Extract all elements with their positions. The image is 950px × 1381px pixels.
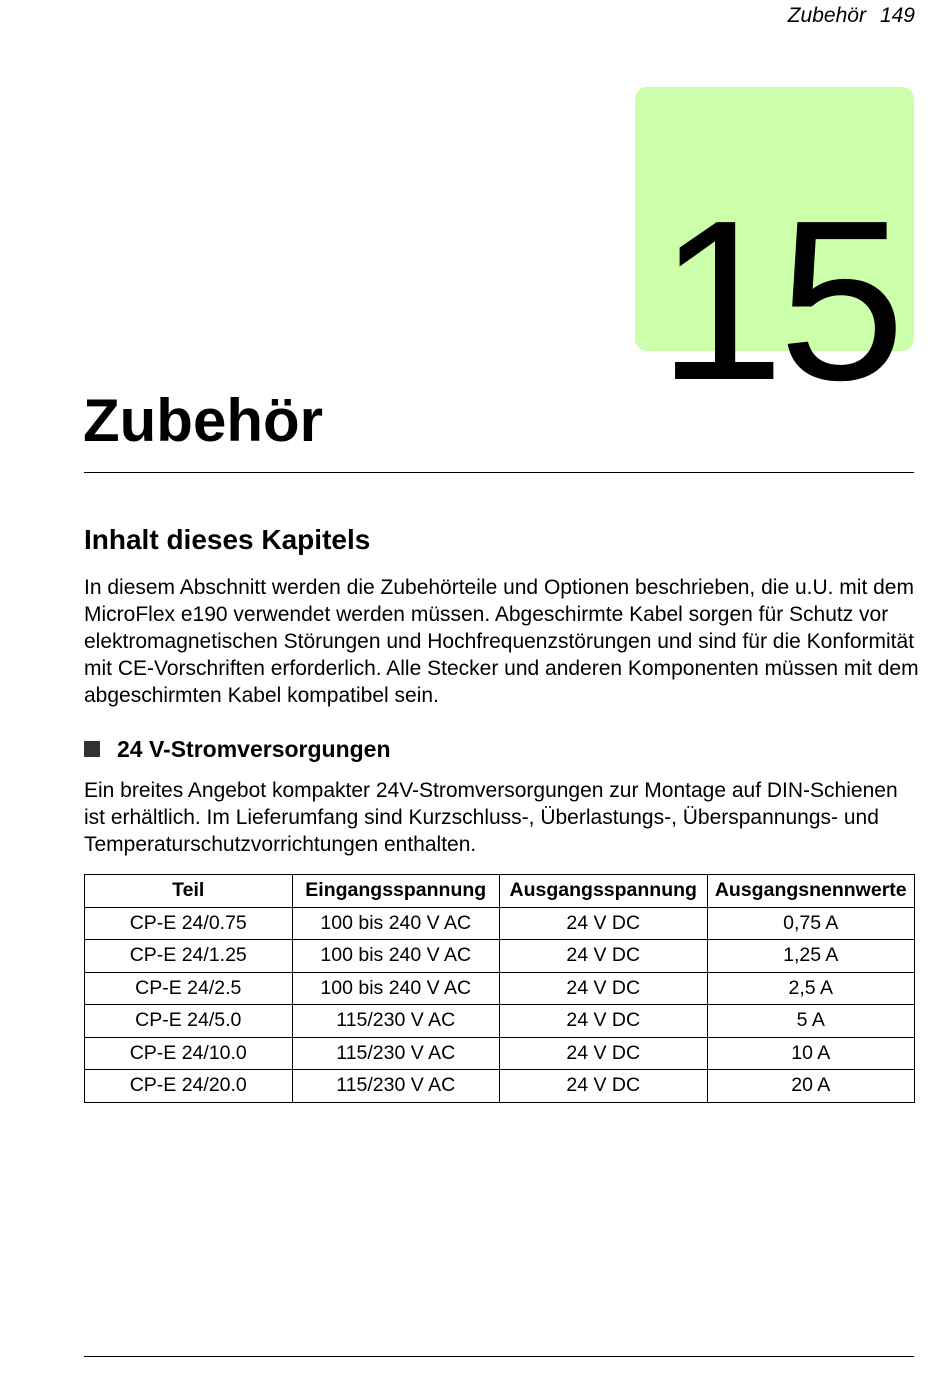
table-cell: 24 V DC — [500, 1070, 708, 1103]
table-row — [85, 972, 915, 1005]
table-cell: 24 V DC — [500, 907, 708, 940]
running-header-section: Zubehör — [787, 4, 866, 27]
table-cell: 24 V DC — [500, 1005, 708, 1038]
table-row — [85, 1037, 915, 1070]
table-header-row — [85, 875, 915, 908]
footer-divider — [84, 1356, 914, 1357]
psu-paragraph: Ein breites Angebot kompakter 24V-Stromversorgungen zur Montage auf DIN-Schienen ist erhältlich. Im Lieferumfang sind Kurzschluss-, Überlastungs-, Überspannungs- und Temperaturschutzvorrichtungen enthalten. — [84, 779, 898, 856]
table-cell: CP-E 24/10.0 — [85, 1037, 293, 1070]
table-row — [85, 940, 915, 973]
table-cell: CP-E 24/20.0 — [85, 1070, 293, 1103]
table-cell: 100 bis 240 V AC — [292, 972, 500, 1005]
table-cell: 115/230 V AC — [292, 1037, 500, 1070]
running-header — [788, 4, 915, 28]
table-row — [85, 1070, 915, 1103]
table-row — [85, 1005, 915, 1038]
page-number: 149 — [879, 4, 915, 27]
intro-paragraph: In diesem Abschnitt werden die Zubehörteile und Optionen beschrieben, die u.U. mit dem MicroFlex e190 verwendet werden müssen. Abgeschirmte Kabel sorgen für Schutz vor elektromagnetischen Störungen und Hochfrequenzstörungen und sind für die Konformität mit CE-Vorschriften erforderlich. Alle Stecker und anderen Komponenten müssen mit dem abgeschirmten Kabel kompatibel sein. — [84, 576, 919, 707]
table-cell: 2,5 A — [707, 972, 915, 1005]
table-cell: 24 V DC — [500, 1037, 708, 1070]
table-row — [85, 907, 915, 940]
table-cell: 0,75 A — [707, 907, 915, 940]
subsection-heading — [84, 734, 391, 764]
column-header: Teil — [85, 875, 293, 908]
table-cell: 5 A — [707, 1005, 915, 1038]
chapter-number-box — [635, 87, 914, 428]
column-header: Eingangsspannung — [292, 875, 500, 908]
table-cell: 115/230 V AC — [292, 1005, 500, 1038]
table-cell: 115/230 V AC — [292, 1070, 500, 1103]
title-divider — [84, 472, 914, 473]
table-cell: CP-E 24/1.25 — [85, 940, 293, 973]
table-cell: CP-E 24/0.75 — [85, 907, 293, 940]
column-header: Ausgangsnennwerte — [707, 875, 915, 908]
table-cell: 20 A — [707, 1070, 915, 1103]
table-cell: 100 bis 240 V AC — [292, 940, 500, 973]
table-cell: 100 bis 240 V AC — [292, 907, 500, 940]
table-cell: 1,25 A — [707, 940, 915, 973]
power-supply-table — [84, 874, 915, 1103]
column-header: Ausgangsspannung — [500, 875, 708, 908]
chapter-title: Zubehör — [83, 387, 323, 454]
table-cell: 24 V DC — [500, 972, 708, 1005]
subsection-heading-text: 24 V-Stromversorgungen — [117, 736, 391, 762]
table-cell: 10 A — [707, 1037, 915, 1070]
table-cell: CP-E 24/5.0 — [85, 1005, 293, 1038]
section-heading: Inhalt dieses Kapitels — [84, 524, 371, 555]
table-cell: CP-E 24/2.5 — [85, 972, 293, 1005]
table-cell: 24 V DC — [500, 940, 708, 973]
square-bullet-icon — [84, 741, 100, 757]
chapter-number: 15 — [657, 174, 900, 428]
